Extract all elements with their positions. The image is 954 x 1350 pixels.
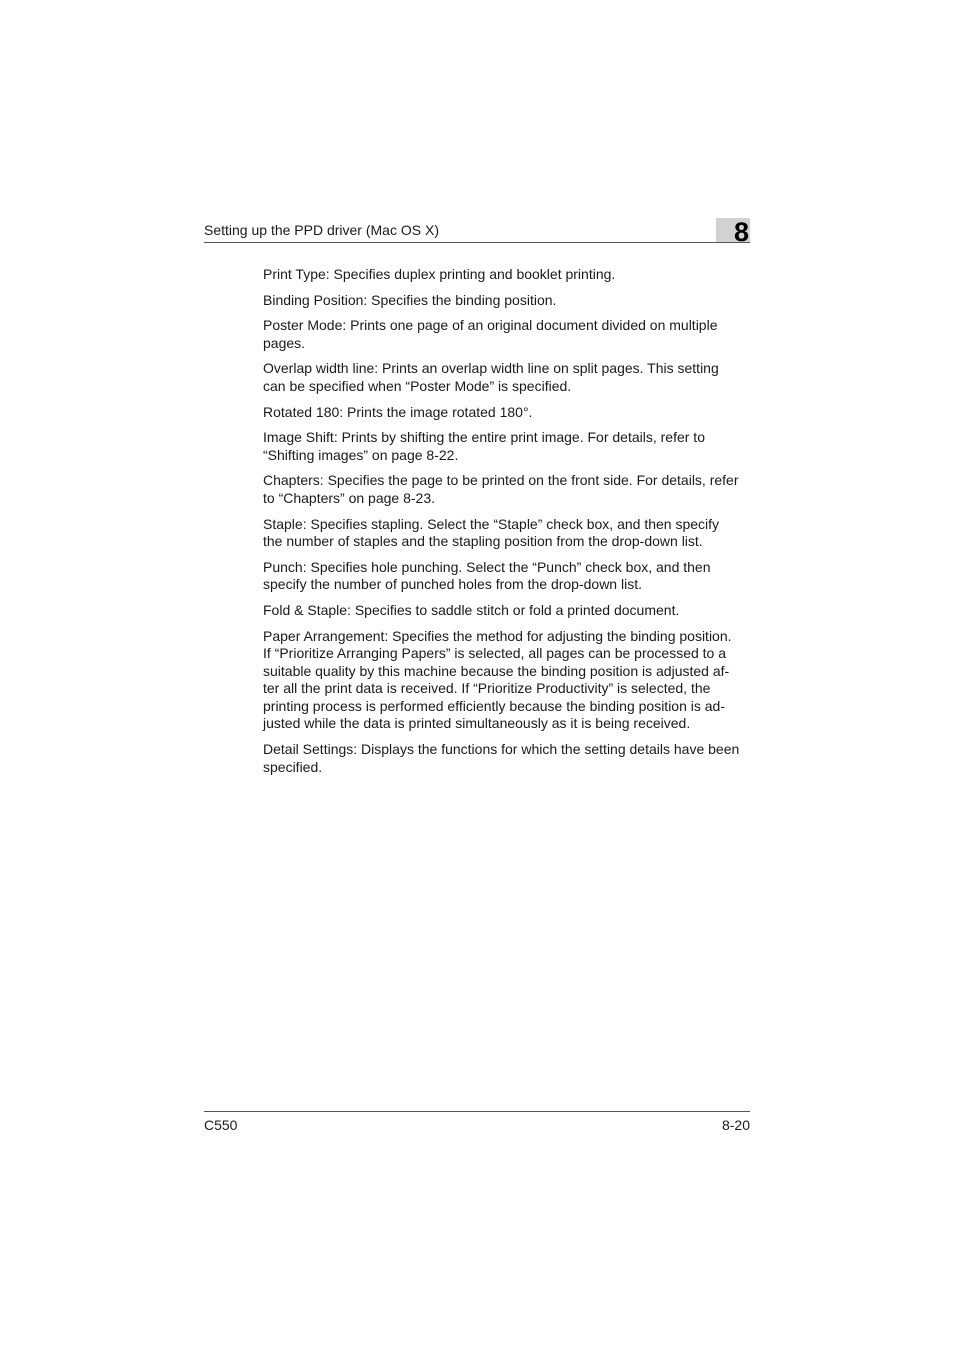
header-title: Setting up the PPD driver (Mac OS X)	[204, 222, 439, 238]
footer-model: C550	[204, 1117, 238, 1133]
item-binding-position: Binding Position: Specifies the binding position.	[263, 291, 557, 308]
item-chapters: Chapters: Specifies the page to be printed on the front side. For details, refer to “Chapters” on page 8-23.	[263, 472, 739, 506]
item-poster-mode: Poster Mode: Prints one page of an original document divided on multiple pages.	[263, 317, 718, 351]
chapter-badge	[716, 217, 750, 247]
item-fold-staple: Fold & Staple: Specifies to saddle stitch or fold a printed document.	[263, 601, 680, 618]
item-overlap-width-line: Overlap width line: Prints an overlap width line on split pages. This setting can be specified when “Poster Mode” is specified.	[263, 360, 719, 394]
item-rotated-180: Rotated 180: Prints the image rotated 180°.	[263, 403, 533, 420]
content-body	[263, 266, 751, 784]
footer-page-number: 8-20	[721, 1117, 750, 1133]
item-detail-settings: Detail Settings: Displays the functions for which the setting details have been specified.	[263, 741, 740, 775]
page-header	[204, 217, 750, 247]
item-image-shift: Image Shift: Prints by shifting the entire print image. For details, refer to “Shifting images” on page 8-22.	[263, 429, 705, 463]
page-footer	[204, 1111, 750, 1133]
item-print-type: Print Type: Specifies duplex printing and booklet printing.	[263, 266, 616, 282]
item-staple: Staple: Specifies stapling. Select the “Staple” check box, and then specify the number of staples and the stapling position from the drop-down list.	[263, 515, 720, 550]
item-paper-arrangement: Paper Arrangement: Specifies the method for adjusting the binding position. If “Prioritize Arranging Papers” is selected, all pages can be processed to a suitable quality by this machine because the binding position is adjusted af- ter all the print data is received. If “Prioritize Productivity” is selected, the printing process is performed efficiently because the binding position is ad- justed while the data is printed simultaneously as it is being received.	[263, 627, 732, 732]
chapter-number: 8	[733, 217, 749, 247]
item-punch: Punch: Specifies hole punching. Select the “Punch” check box, and then specify the number of punched holes from the drop-down list.	[263, 558, 711, 593]
